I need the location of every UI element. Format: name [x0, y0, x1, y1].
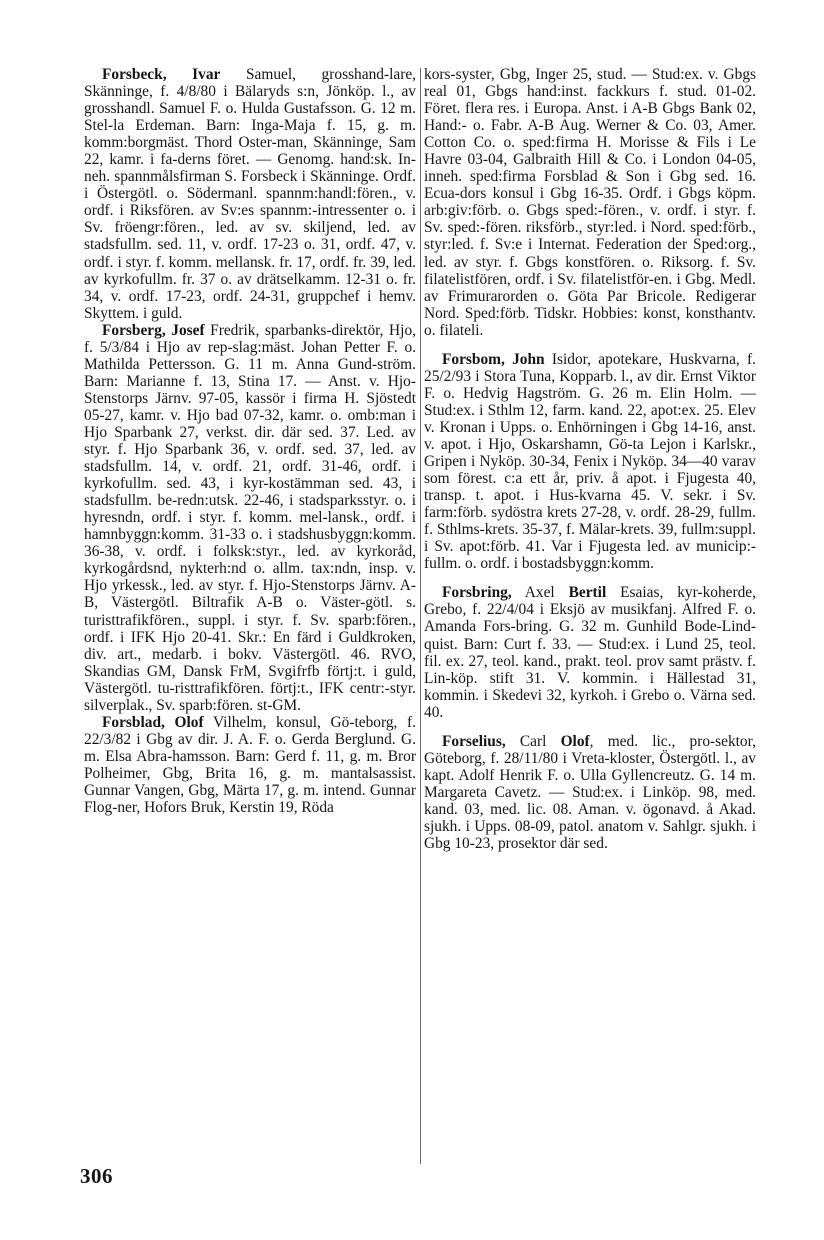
entry-forsbring — [424, 584, 756, 720]
entry-name-tail: Axel — [511, 584, 569, 602]
entry-name: Forsbring, — [442, 584, 512, 602]
entry-forselius — [424, 733, 756, 852]
page-number: 306 — [80, 1164, 113, 1188]
entry-text: Vilhelm, konsul, Gö-teborg, f. 22/3/82 i Gbg av dir. J. A. F. o. Gerda Berglund. G. m. Elsa Abra-hamsson. Barn: Gerd f. 11, g. m. Bror Polheimer, Gbg, Brita 16, g. m. mantalsassist. Gunnar Vangen, Gbg, Märta 17, g. m. intend. Gunnar Flog-ner, Hofors Bruk, Kerstin 19, Röda — [84, 713, 416, 817]
entry-forsblad-continued — [424, 66, 756, 339]
entry-forsbeck — [84, 66, 416, 322]
entry-name: Forsbeck, Ivar — [102, 66, 221, 83]
entry-text: Isidor, apotekare, Huskvarna, f. 25/2/93 i Stora Tuna, Kopparb. l., av dir. Ernst Viktor F. o. Hedvig Hagström. G. 26 m. Elin Holm. — Stud:ex. i Sthlm 12, farm. kand. 22, apot:ex. 25. Elev v. Kronan i Upps. o. Enhörningen i Gbg 14-16, anst. v. apot. i Hjo, Oskarshamn, Gö-ta Lejon i Karlskr., Gripen i Nyköp. 30-34, Fenix i Nyköp. 34—40 varav som förest. c:a ett år, priv. å apot. i Fjugesta 40, transp. t. apot. i Hus-kvarna 45. V. sekr. i Sv. farm:förb. sydöstra krets 27-28, v. ordf. 28-29, fullm. f. Sthlms-krets. 35-37, f. Mälar-krets. 39, fullm:suppl. i Sv. apot:förb. 41. Var i Fjugesta led. av municip:-fullm. o. ordf. i bostadsbyggn:komm. — [424, 350, 756, 573]
entry-forsblad — [84, 714, 416, 816]
entry-text: Fredrik, sparbanks-direktör, Hjo, f. 5/3/84 i Hjo av rep-slag:mäst. Johan Petter F. o. Mathilda Pettersson. G. 11 m. Anna Gund-ström. Barn: Marianne f. 13, Stina 17. — Anst. v. Hjo-Stenstorps Järnv. 97-05, kassör i firma H. Sjöstedt 05-27, kamr. v. Hjo bad 07-32, kamr. o. omb:man i Hjo Sparbank 27, verkst. dir. där sed. 37. Led. av styr. f. Hjo Sparbank 36, v. ordf. sed. 37, led. av stadsfullm. 14, v. ordf. 21, ordf. 31-46, ordf. i kyrkofullm. sed. 43, i kyr-kostämman sed. 43, i stadsfullm. be-redn:utsk. 22-46, i stadsparksstyr. o. i hyresndn, ordf. i styr. f. komm. mel-lansk., ordf. i hamnbyggn:komm. 31-33 o. i stadshusbyggn:komm. 36-38, v. ordf. i folksk:styr., led. av kyrkoråd, kyrkogårdsnd, nykterh:nd o. allm. tax:ndn, insp. v. Hjo yrkessk., led. av styr. f. Hjo-Stenstorps Järnv. A-B, Västergötl. Biltrafik A-B o. Väster-götl. s. turisttrafikfören., suppl. i styr. f. Sv. sparb:fören., ordf. i IFK Hjo 20-41. Skr.: En färd i Guldkroken, div. art., medarb. i bokv. Västergötl. 46. RVO, Skandias GM, Dansk FrM, Svgifrfb förtj:t. i guld, Västergötl. tu-risttrafikfören. förtj:t., IFK centr:-styr. silverplak., Sv. sparb:fören. st-GM. — [84, 321, 416, 714]
entry-name-bold: Bertil — [568, 584, 607, 602]
entry-name: Forsbom, John — [442, 350, 545, 368]
entry-name: Forselius, — [442, 732, 506, 750]
column-divider — [420, 68, 421, 1164]
entry-name-tail: Carl — [505, 732, 561, 750]
entry-name: Forsberg, Josef — [102, 321, 205, 339]
entry-name-bold: Olof — [560, 732, 590, 750]
entry-forsbom — [424, 351, 756, 573]
entry-text: , med. lic., pro-sektor, Göteborg, f. 28/11/80 i Vreta-kloster, Östergötl. l., av kapt. Adolf Henrik F. o. Ulla Gyllencreutz. G. 14 m. Margareta Cavetz. — Stud:ex. i Linköp. 98, med. kand. 03, med. lic. 08. Aman. v. ögonavd. å Akad. sjukh. i Upps. 08-09, patol. anatom v. Sahlgr. sjukh. i Gbg 10-23, prosektor där sed. — [424, 732, 756, 853]
entry-forsberg — [84, 322, 416, 714]
left-column — [84, 66, 416, 816]
entry-text: Esaias, kyr-koherde, Grebo, f. 22/4/04 i Eksjö av musikfanj. Alfred F. o. Amanda Fors-bring. G. 32 m. Gunhild Bode-Lind-quist. Barn: Curt f. 33. — Stud:ex. i Lund 25, teol. fil. ex. 27, teol. kand., prakt. teol. prov samt prästv. f. Lin-köp. stift 31. V. kommin. i Hällestad 31, kommin. i Skedevi 32, kyrkoh. i Grebo o. Värna sed. 40. — [424, 584, 756, 721]
entry-text: Samuel, grosshand-lare, Skänninge, f. 4/8/80 i Bälaryds s:n, Jönköp. l., av grosshandl. Samuel F. o. Hulda Gustafsson. G. 12 m. Stel-la Erdeman. Barn: Inga-Maja f. 15, g. m. komm:borgmäst. Thord Oster-man, Skänninge, Sam 22, kamr. i fa-derns föret. — Genomg. hand:sk. In-neh. spannmålsfirman S. Forsbeck i Skänninge. Ordf. i Östergötl. o. Södermanl. spannm:handl:fören., v. ordf. i Riksfören. av Sv:es spannm:-intressenter o. i Sv. fröengr:fören., led. av sv. skiljend, led. av stadsfullm. sed. 11, v. ordf. 17-23 o. 31, ordf. 47, v. ordf. i styr. f. komm. mellansk. fr. 17, ordf. fr. 39, led. av kyrkofullm. fr. 37 o. av drätselkamm. 12-31 o. fr. 34, v. ordf. 17-23, ordf. 24-31, gruppchef i hemv. Skyttem. i guld. — [84, 66, 417, 322]
entry-text: kors-syster, Gbg, Inger 25, stud. — Stud:ex. v. Gbgs real 01, Gbgs hand:inst. fackkurs f. stud. 01-02. Föret. flera res. i Europa. Anst. i A-B Gbgs Bank 02, Hand:- o. Fabr. A-B Aug. Werner & Co. 03, Amer. Cotton Co. o. sped:firma H. Morisse & Fils i Le Havre 03-04, Galbraith Hill & Co. i London 04-05, inneh. sped:firma Forsblad & Son i Gbg sed. 16. Ecua-dors konsul i Gbg 16-35. Ordf. i Gbgs köpm. arb:giv:förb. o. Gbgs sped:-fören., v. ordf. i styr. f. Sv. sped:-fören. riksförb., styr:led. i Nord. sped:förb., styr:led. f. Sv:e i Internat. Federation der Sped:org., led. av styr. f. Gbgs konstfören. o. Riksorg. f. Sv. filatelistfören, ordf. i Sv. filatelistför-en. i Gbg. Medl. av Frimurarorden o. Göta Par Bricole. Redigerar Nord. Sped:förb. Tidskr. Hobbies: konst, konsthantv. o. filateli. — [424, 66, 756, 339]
right-column — [424, 66, 756, 852]
entry-name: Forsblad, Olof — [102, 713, 204, 731]
